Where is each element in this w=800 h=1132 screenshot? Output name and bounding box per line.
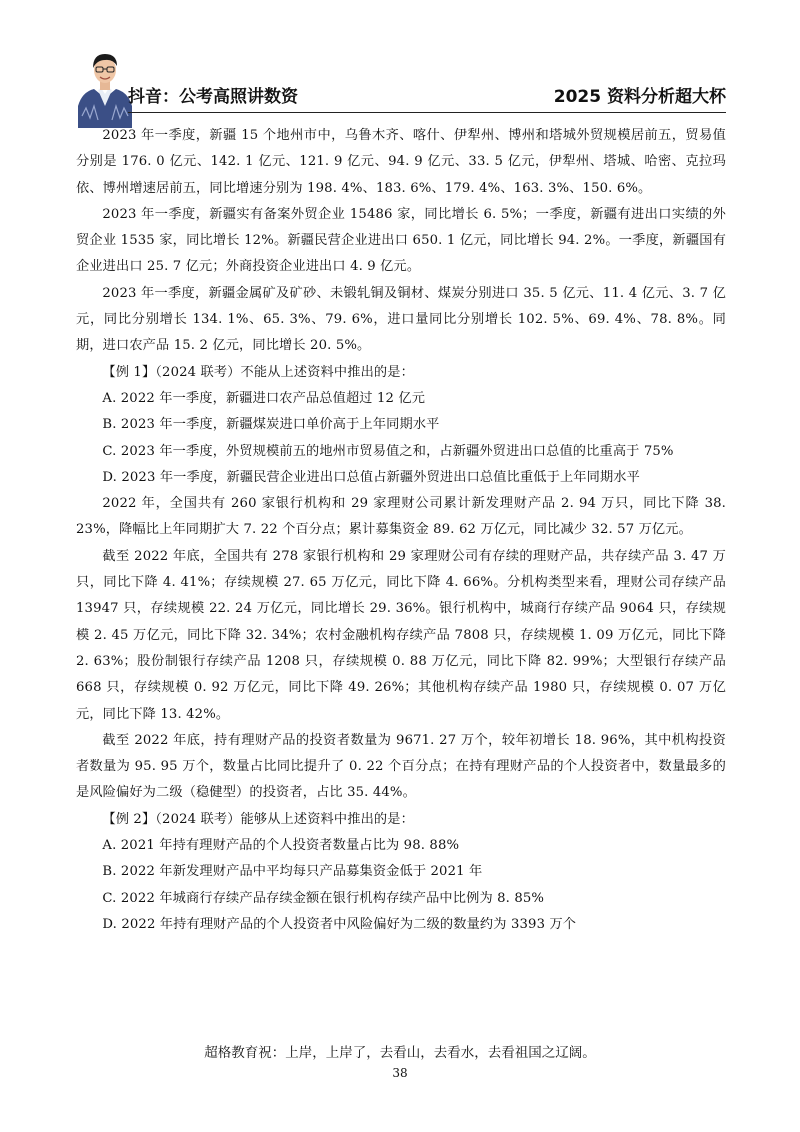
paragraph-wealth-investors: 截至 2022 年底，持有理财产品的投资者数量为 9671. 27 万个，较年初增长 18. 96%，其中机构投资者数量为 95. 95 万个，数量占比同比提升了 0. 22 个百分点；在持有理财产品的个人投资者中，数量最多的是风险偏好为二级（稳健型）的投资者，占比 35. 44%。 bbox=[76, 732, 726, 801]
footer-motto: 超格教育祝：上岸，上岸了，去看山，去看水，去看祖国之辽阔。 bbox=[204, 1045, 596, 1061]
question-2-option-c: C. 2022 年城商行存续产品存续金额在银行机构存续产品中比例为 8. 85% bbox=[102, 890, 545, 906]
paragraph-trade-regions: 2023 年一季度，新疆 15 个地州市中，乌鲁木齐、喀什、伊犁州、博州和塔城外贸规模居前五，贸易值分别是 176. 0 亿元、142. 1 亿元、121. 9 亿元、94. 9 亿元、33. 5 亿元，伊犁州、塔城、哈密、克拉玛依、博州增速居前五，同比增速分别为 198. 4%、183. 6%、179. 4%、163. 3%、150. 6%。 bbox=[76, 128, 726, 196]
paragraph-wealth-new-products: 2022 年，全国共有 260 家银行机构和 29 家理财公司累计新发理财产品 2. 94 万只，同比下降 38. 23%，降幅比上年同期扩大 7. 22 个百分点；累计募集资金 89. 62 万亿元，同比减少 32. 57 万亿元。 bbox=[76, 496, 726, 538]
document-body bbox=[76, 123, 726, 938]
paragraph-imports: 2023 年一季度，新疆金属矿及矿砂、未锻轧铜及铜材、煤炭分别进口 35. 5 亿元、11. 4 亿元、3. 7 亿元，同比分别增长 134. 1%、65. 3%、79. 6%，进口量同比分别增长 102. 5%、69. 4%、78. 8%。同期，进口农产品 15. 2 亿元，同比增长 20. 5%。 bbox=[76, 285, 726, 354]
question-2-option-b: B. 2022 年新发理财产品中平均每只产品募集资金低于 2021 年 bbox=[102, 864, 483, 880]
paragraph-trade-enterprises: 2023 年一季度，新疆实有备案外贸企业 15486 家，同比增长 6. 5%；一季度，新疆有进出口实绩的外贸企业 1535 家，同比增长 12%。新疆民营企业进出口 650. 1 亿元，同比增长 94. 2%。一季度，新疆国有企业进出口 25. 7 亿元；外商投资企业进出口 4. 9 亿元。 bbox=[76, 206, 726, 275]
author-photo bbox=[78, 46, 132, 128]
question-1-option-b: B. 2023 年一季度，新疆煤炭进口单价高于上年同期水平 bbox=[102, 417, 440, 433]
question-2-stem: 【例 2】（2024 联考）能够从上述资料中推出的是： bbox=[102, 811, 414, 827]
question-1-option-a: A. 2022 年一季度，新疆进口农产品总值超过 12 亿元 bbox=[102, 390, 426, 406]
header-source: 抖音：公考高照讲数资 bbox=[128, 87, 298, 107]
question-1-option-d: D. 2023 年一季度，新疆民营企业进出口总值占新疆外贸进出口总值比重低于上年同期水平 bbox=[102, 469, 640, 485]
header-title: 2025 资料分析超大杯 bbox=[553, 87, 726, 107]
paragraph-wealth-existing-products: 截至 2022 年底，全国共有 278 家银行机构和 29 家理财公司有存续的理财产品，共存续产品 3. 47 万只，同比下降 4. 41%；存续规模 27. 65 万亿元，同比下降 4. 66%。分机构类型来看，理财公司存续产品 13947 只，存续规模 22. 24 万亿元，同比增长 29. 36%。银行机构中，城商行存续产品 9064 只，存续规模 2. 45 万亿元，同比下降 32. 34%；农村金融机构存续产品 7808 只，存续规模 1. 09 万亿元，同比下降 2. 63%；股份制银行存续产品 1208 只，存续规模 0. 88 万亿元，同比下降 82. 99%；大型银行存续产品 668 只，存续规模 0. 92 万亿元，同比下降 49. 26%；其他机构存续产品 1980 只，存续规模 0. 07 万亿元，同比下降 13. 42%。 bbox=[76, 548, 726, 722]
header-divider bbox=[128, 112, 726, 113]
question-1-stem: 【例 1】（2024 联考）不能从上述资料中推出的是： bbox=[102, 364, 414, 380]
page-number: 38 bbox=[392, 1066, 408, 1080]
question-1-option-c: C. 2023 年一季度，外贸规模前五的地州市贸易值之和，占新疆外贸进出口总值的比重高于 75% bbox=[102, 443, 674, 459]
question-2-option-d: D. 2022 年持有理财产品的个人投资者中风险偏好为二级的数量约为 3393 万个 bbox=[102, 916, 577, 932]
page-header bbox=[78, 46, 726, 128]
question-2-option-a: A. 2021 年持有理财产品的个人投资者数量占比为 98. 88% bbox=[102, 838, 460, 854]
